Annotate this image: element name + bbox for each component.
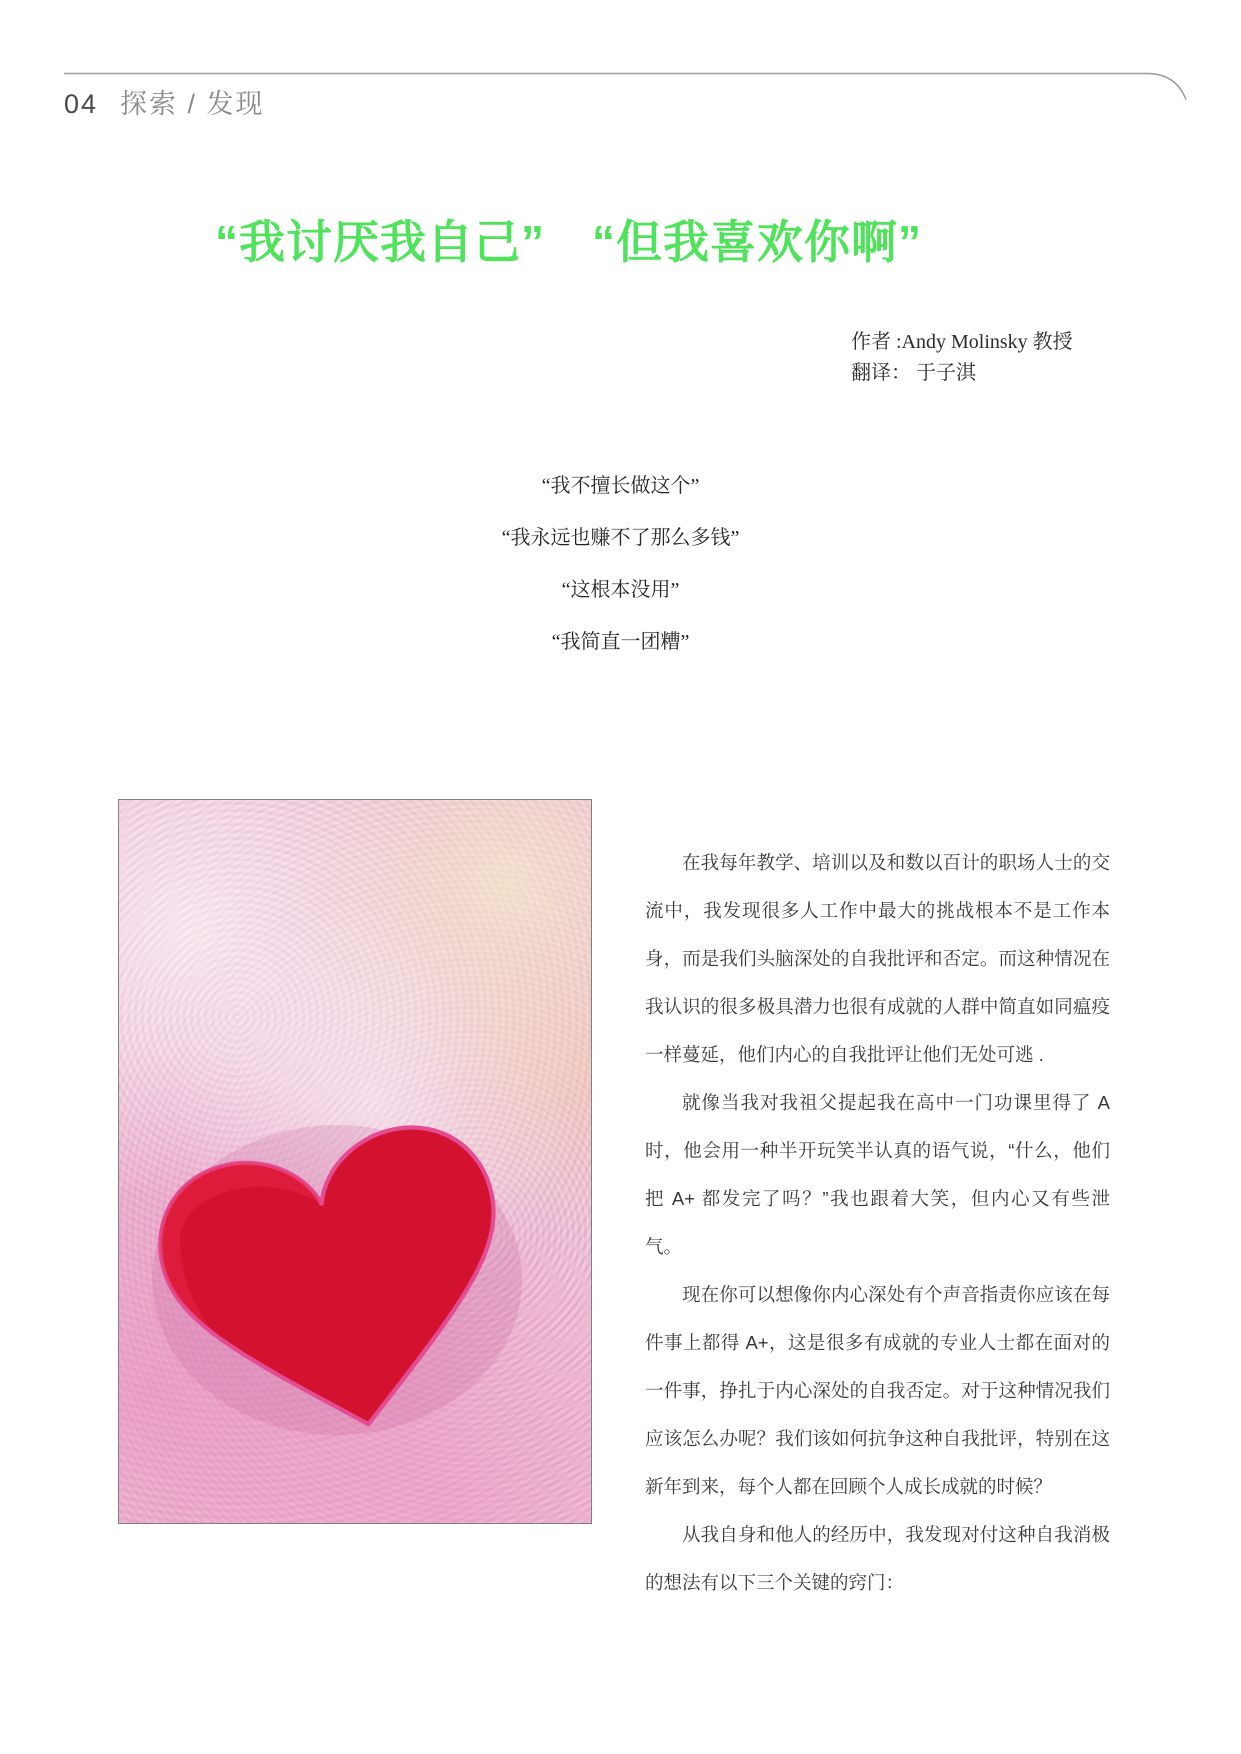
byline-author: 作者 :Andy Molinsky 教授: [851, 331, 1073, 353]
section-title: 探索 / 发现: [120, 89, 265, 119]
quote-line: “这根本没用”: [561, 579, 680, 601]
paragraph: 现在你可以想像你内心深处有个声音指责你应该在每件事上都得 A+，这是很多有成就的专业人士都在面对的一件事，挣扎于内心深处的自我否定。对于这种情况我们应该怎么办呢？我们该如何抗争这种自我批评，特别在这新年到来，每个人都在回顾个人成长成就的时候？: [645, 1284, 1110, 1497]
byline-translator: 翻译： 于子淇: [851, 362, 976, 384]
quote-line: “我不擅长做这个”: [541, 475, 700, 497]
paragraph: 在我每年教学、培训以及和数以百计的职场人士的交流中，我发现很多人工作中最大的挑战根本不是工作本身，而是我们头脑深处的自我批评和否定。而这种情况在我认识的很多极具潜力也很有成就的人群中简直如同瘟疫一样蔓延，他们内心的自我批评让他们无处可逃 .: [645, 852, 1110, 1065]
quote-line: “我简直一团糟”: [551, 631, 690, 653]
pull-quotes: [0, 460, 1241, 668]
byline: [851, 327, 1073, 389]
article-title: “我讨厌我自己” “但我喜欢你啊”: [215, 216, 922, 268]
page-header: [64, 82, 265, 121]
paragraph: 从我自身和他人的经历中，我发现对付这种自我消极的想法有以下三个关键的窍门：: [645, 1524, 1110, 1593]
heart-image: [119, 800, 591, 1523]
article-body: [645, 839, 1110, 1607]
quote-line: “我永远也赚不了那么多钱”: [501, 527, 740, 549]
page-number: 04: [64, 89, 99, 119]
article-photo: [118, 799, 592, 1524]
paragraph: 就像当我对我祖父提起我在高中一门功课里得了 A 时，他会用一种半开玩笑半认真的语气说，“什么，他们把 A+ 都发完了吗？”我也跟着大笑，但内心又有些泄气。: [645, 1092, 1110, 1257]
